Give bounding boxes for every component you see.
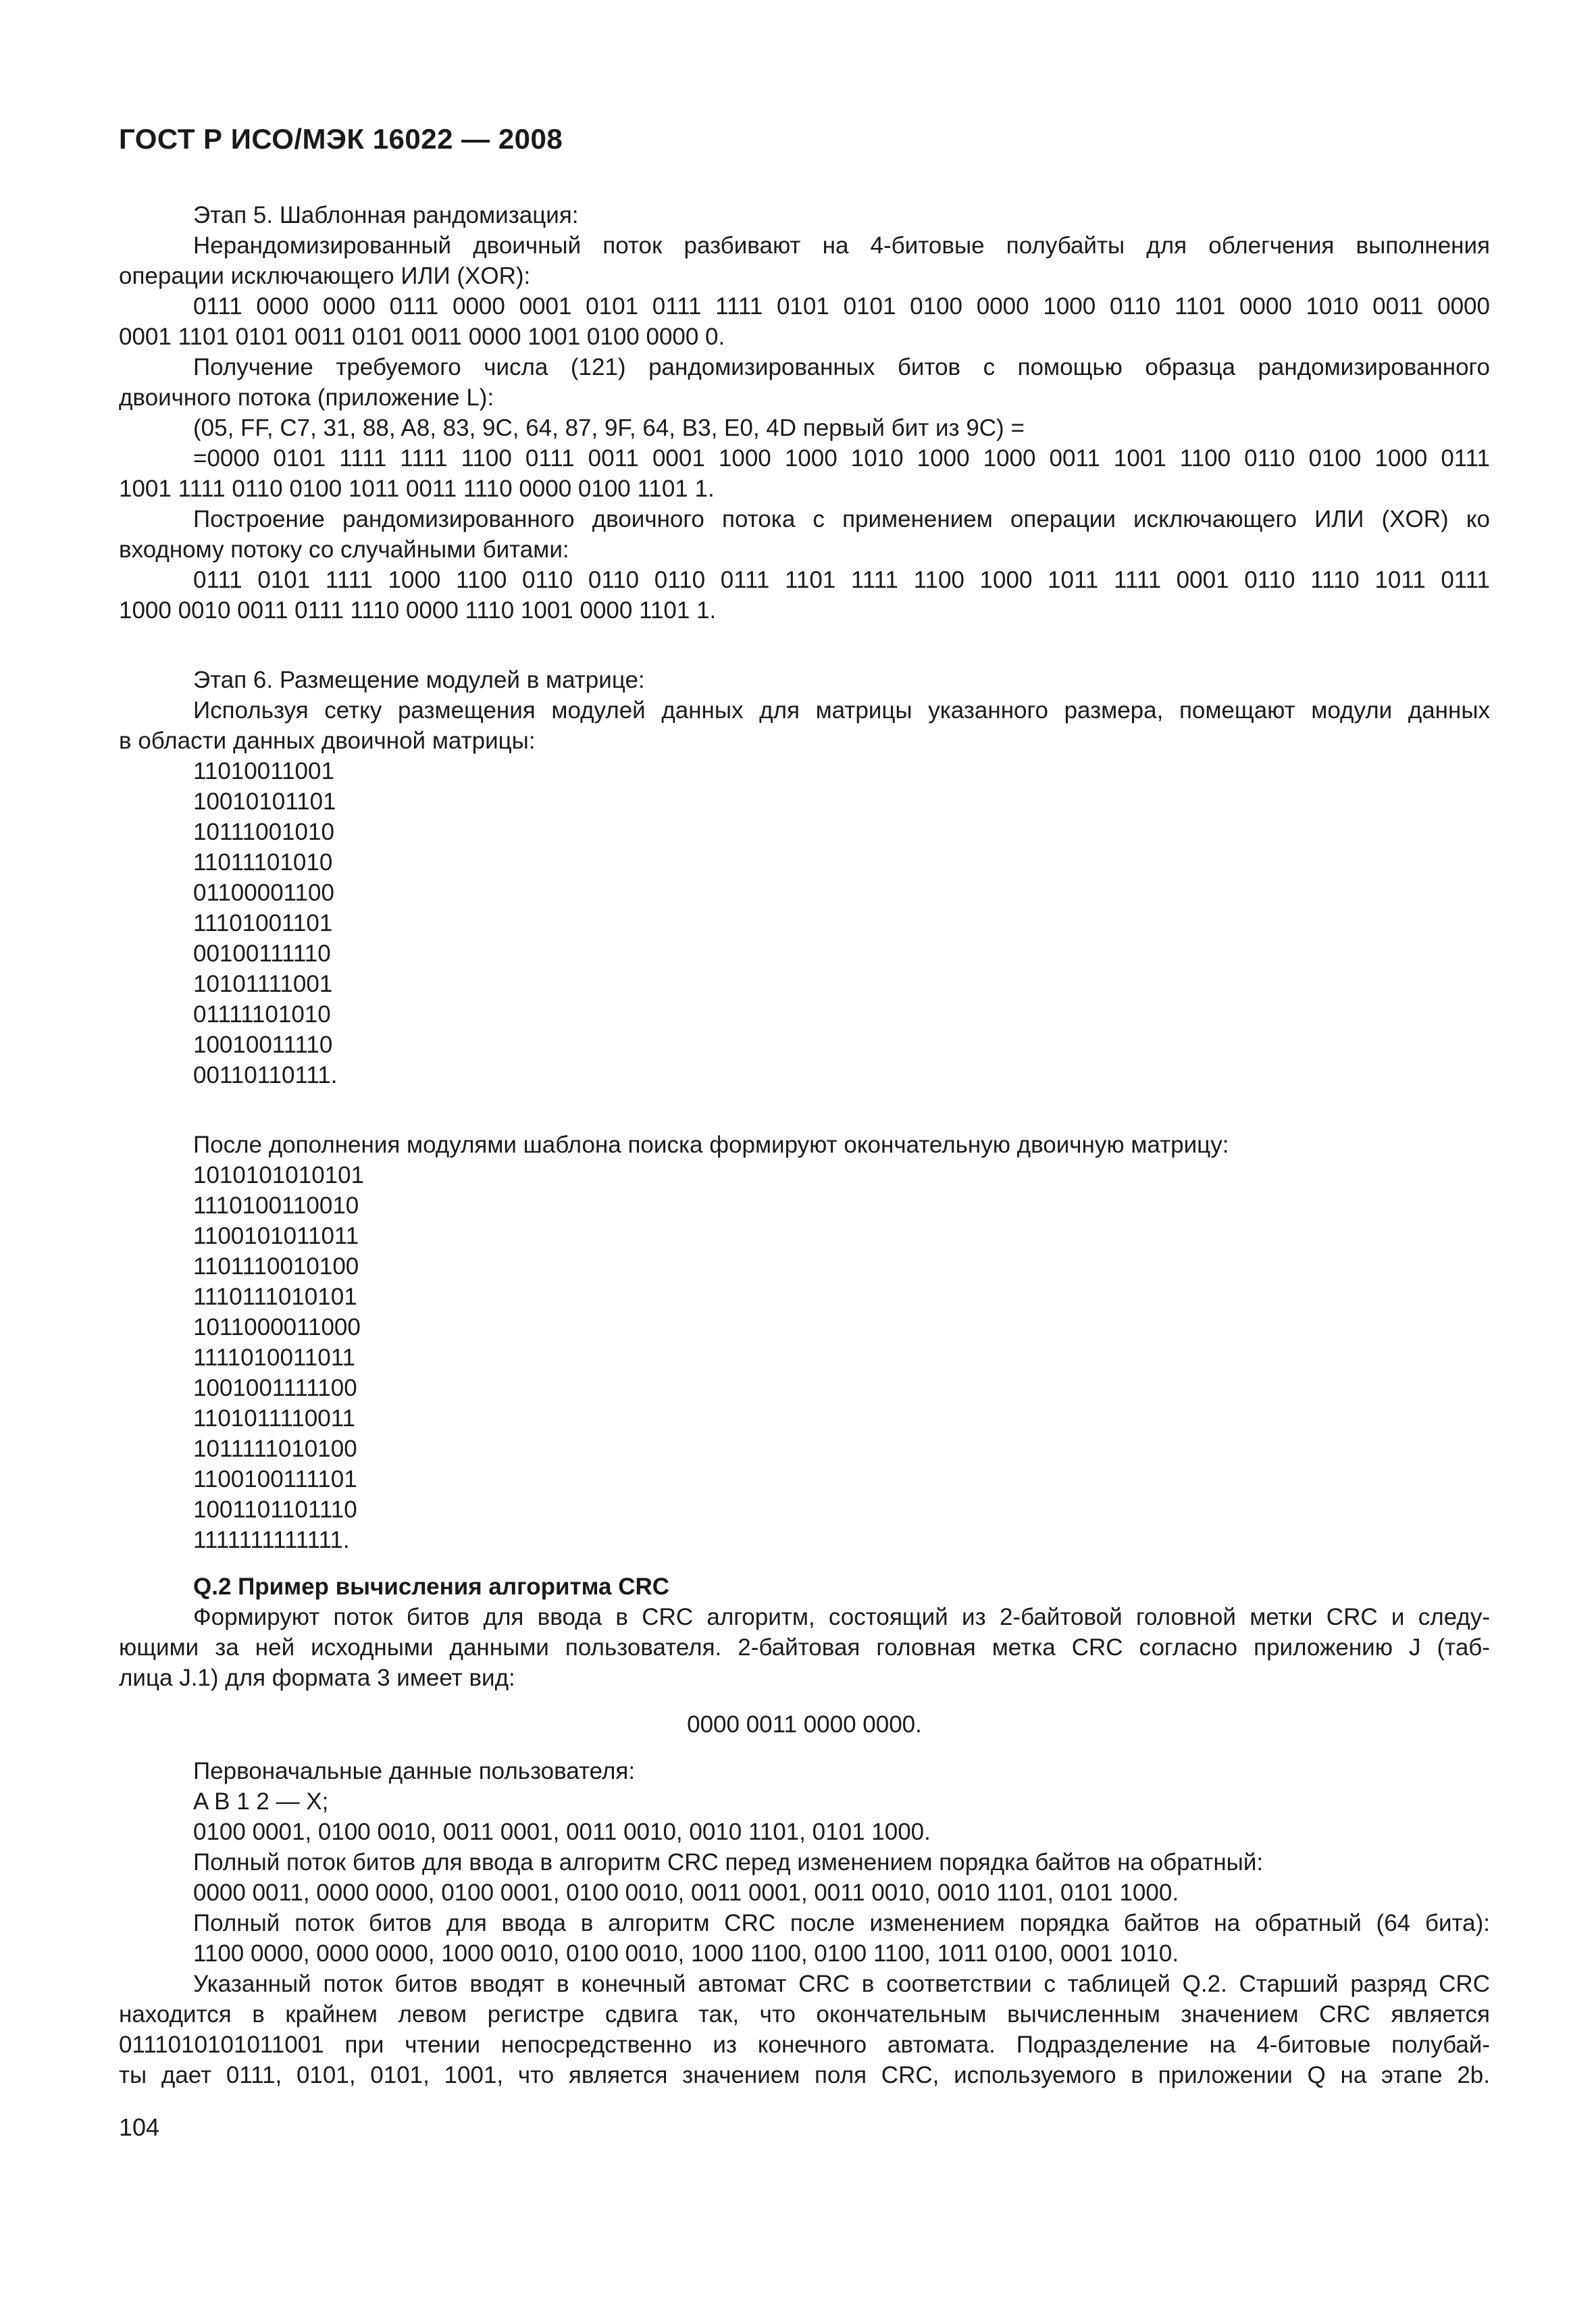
matrix-row: 10101111001	[193, 971, 333, 997]
matrix-row: 11010011001	[193, 758, 334, 784]
paragraph-line: Полный поток битов для ввода в алгоритм CRC после изменением порядка байтов на обратный (64 бита):	[193, 1910, 1490, 1936]
final-matrix-row: 1101110010100	[193, 1253, 359, 1280]
final-matrix-row: 1011000011000	[193, 1314, 361, 1340]
matrix-row: 01100001100	[193, 880, 334, 906]
bitstream-line: 0111 0000 0000 0111 0000 0001 0101 0111 1111 0101 0101 0100 0000 1000 0110 1101 0000 1010 0011 0000	[193, 293, 1490, 320]
paragraph-line: После дополнения модулями шаблона поиска формируют окончательную двоичную матрицу:	[193, 1132, 1229, 1158]
bitstream-line: 1000 0010 0011 0111 1110 0000 1110 1001 0000 1101 1.	[119, 597, 717, 624]
paragraph-line: Полный поток битов для ввода в алгоритм CRC перед изменением порядка байтов на обратный:	[193, 1849, 1264, 1876]
bitstream-line: 0100 0001, 0100 0010, 0011 0001, 0011 0010, 0010 1101, 0101 1000.	[193, 1819, 931, 1845]
matrix-row: 00110110111.	[193, 1062, 338, 1088]
bitstream-line: =0000 0101 1111 1111 1100 0111 0011 0001 1000 1000 1010 1000 1000 0011 1001 1100 0110 0100 1000 0111	[193, 445, 1490, 472]
spacer	[119, 1740, 1490, 1756]
paragraph-line: ющими за ней исходными данными пользователя. 2-байтовая головная метка CRC согласно приложению J (таб-	[119, 1634, 1490, 1661]
paragraph-line: Нерандомизированный двоичный поток разбивают на 4-битовые полубайты для облегчения выполнения	[193, 232, 1490, 259]
bitstream-line: 0001 1101 0101 0011 0101 0011 0000 1001 0100 0000 0.	[119, 324, 725, 350]
spacer	[119, 626, 1490, 665]
step-5-heading: Этап 5. Шаблонная рандомизация:	[193, 202, 579, 228]
page-body	[119, 200, 1490, 2090]
crc-header-value: 0000 0011 0000 0000.	[687, 1711, 922, 1738]
step-6-heading: Этап 6. Размещение модулей в матрице:	[193, 667, 645, 693]
document-header: ГОСТ Р ИСО/МЭК 16022 — 2008	[119, 123, 563, 155]
final-matrix-row: 1101011110011	[193, 1405, 356, 1432]
spacer	[119, 1693, 1490, 1709]
paragraph-line: в области данных двоичной матрицы:	[119, 728, 536, 754]
matrix-row: 01111101010	[193, 1001, 331, 1028]
paragraph-line: 0111010101011001 при чтении непосредственно из конечного автомата. Подразделение на 4-битовые полубай-	[119, 2032, 1490, 2058]
paragraph-line: Первоначальные данные пользователя:	[193, 1758, 636, 1784]
matrix-row: 11101001101	[193, 910, 333, 936]
matrix-row: 10010011110	[193, 1032, 333, 1058]
paragraph-line: Построение рандомизированного двоичного потока с применением операции исключающего ИЛИ (XOR) ко	[193, 506, 1490, 532]
matrix-row: 11011101010	[193, 849, 333, 876]
bitstream-line: 1001 1111 0110 0100 1011 0011 1110 0000 0100 1101 1.	[119, 476, 715, 502]
paragraph-line: Формируют поток битов для ввода в CRC алгоритм, состоящий из 2-байтовой головной метки CRC и следу-	[193, 1604, 1490, 1630]
matrix-row: 00100111110	[193, 940, 331, 967]
bitstream-line: 0111 0101 1111 1000 1100 0110 0110 0110 0111 1101 1111 1100 1000 1011 1111 0001 0110 1110 1011 0111	[193, 567, 1490, 593]
paragraph-line: двоичного потока (приложение L):	[119, 384, 494, 411]
section-heading: Q.2 Пример вычисления алгоритма CRC	[193, 1574, 670, 1600]
paragraph-line: Указанный поток битов вводят в конечный автомат CRC в соответствии с таблицей Q.2. Старший разряд CRC	[193, 1971, 1490, 1997]
random-bytes-line: (05, FF, C7, 31, 88, A8, 83, 9C, 64, 87, 9F, 64, B3, E0, 4D первый бит из 9C) =	[193, 415, 1025, 441]
final-matrix-row: 1111010011011	[193, 1344, 356, 1371]
final-matrix-row: 1100100111101	[193, 1466, 357, 1492]
paragraph-line: операции исключающего ИЛИ (XOR):	[119, 263, 531, 289]
page-number: 104	[119, 2113, 160, 2141]
final-matrix-row: 1100101011011	[193, 1223, 359, 1249]
final-matrix-row: 1001001111100	[193, 1375, 357, 1401]
bitstream-line: 0000 0011, 0000 0000, 0100 0001, 0100 0010, 0011 0001, 0011 0010, 0010 1101, 0101 1000.	[193, 1880, 1179, 1906]
spacer	[119, 1090, 1490, 1130]
final-matrix-row: 1001101101110	[193, 1496, 357, 1523]
spacer	[119, 1555, 1490, 1571]
final-matrix-row: 1110100110010	[193, 1192, 359, 1219]
matrix-row: 10010101101	[193, 788, 336, 815]
bitstream-line: 1100 0000, 0000 0000, 1000 0010, 0100 0010, 1000 1100, 0100 1100, 1011 0100, 0001 1010.	[193, 1940, 1179, 1967]
final-matrix-row: 1110111010101	[193, 1284, 357, 1310]
user-data-line: A B 1 2 — X;	[193, 1788, 329, 1815]
matrix-row: 10111001010	[193, 819, 334, 845]
paragraph-line: Используя сетку размещения модулей данных для матрицы указанного размера, помещают модули данных	[193, 697, 1490, 724]
paragraph-line: Получение требуемого числа (121) рандомизированных битов с помощью образца рандомизированного	[193, 354, 1490, 380]
final-matrix-row: 1011111010100	[193, 1436, 357, 1462]
final-matrix-row: 1111111111111.	[193, 1527, 350, 1553]
paragraph-line: ты дает 0111, 0101, 0101, 1001, что является значением поля CRC, используемого в приложении Q на этапе 2b.	[119, 2062, 1490, 2088]
paragraph-line: находится в крайнем левом регистре сдвига так, что окончательным вычисленным значением CRC является	[119, 2001, 1490, 2028]
paragraph-line: лица J.1) для формата 3 имеет вид:	[119, 1665, 515, 1691]
paragraph-line: входному потоку со случайными битами:	[119, 536, 569, 563]
final-matrix-row: 1010101010101	[193, 1162, 365, 1188]
